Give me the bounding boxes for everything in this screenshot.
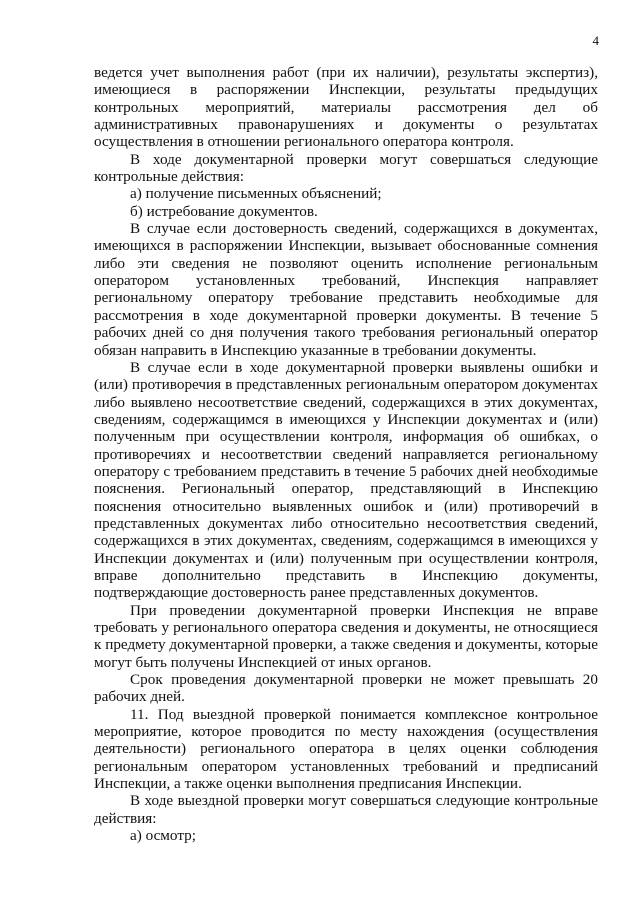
list-item-document-request: б) истребование документов.: [130, 202, 318, 220]
paragraph-check-duration: Срок проведения документарной проверки не может превышать 20 рабочих дней.: [94, 671, 598, 706]
document-body: [94, 64, 598, 844]
paragraph-errors-and-contradictions: В случае если в ходе документарной проверки выявлены ошибки и (или) противоречия в представленных региональным оператором документах либо выявлено несоответствие сведений, содержащихся в этих документах, сведениям, содержащимся в имеющихся у Инспекции документах и (или) полученным при осуществлении контроля, информация об ошибках, о противоречиях и несоответствии сведений направляется региональному оператору с требованием представить в течение 5 рабочих дней необходимые пояснения. Региональный оператор, представляющий в Инспекцию пояснения относительно выявленных ошибок и (или) противоречий в представленных документах либо относительно несоответствия сведений, содержащихся в этих документах, сведениям, содержащимся в имеющихся у Инспекции документах и (или) полученным при осуществлении контроля, вправе дополнительно представить в Инспекцию документы, подтверждающие достоверность ранее представленных документов.: [94, 358, 598, 602]
paragraph-on-site-actions-intro: В ходе выездной проверки могут совершаться следующие контрольные действия:: [94, 792, 598, 827]
list-item-inspection: а) осмотр;: [130, 827, 196, 845]
paragraph-doc-check-actions-intro: В ходе документарной проверки могут совершаться следующие контрольные действия:: [94, 150, 598, 186]
page-number: 4: [592, 33, 599, 48]
paragraph-doubtful-information: В случае если достоверность сведений, содержащихся в документах, имеющихся в распоряжении Инспекции, вызывает обоснованные сомнения либо эти сведения не позволяют оценить исполнение региональным оператором установленных требований, Инспекция направляет региональному оператору требование представить необходимые для рассмотрения в ходе документарной проверки документы. В течение 5 рабочих дней со дня получения такого требования региональный оператор обязан направить в Инспекцию указанные в требовании документы.: [94, 220, 598, 359]
paragraph-on-site-inspection-definition: 11. Под выездной проверкой понимается комплексное контрольное мероприятие, которое проводится по месту нахождения (осуществления деятельности) регионального оператора в целях оценки соблюдения региональным оператором установленных требований и предписаний Инспекции, а также оценки выполнения предписания Инспекции.: [94, 705, 598, 793]
paragraph-restrictions: При проведении документарной проверки Инспекция не вправе требовать у регионального оператора сведения и документы, не относящиеся к предмету документарной проверки, а также сведения и документы, которые могут быть получены Инспекцией от иных органов.: [94, 601, 598, 671]
paragraph-continuation: ведется учет выполнения работ (при их наличии), результаты экспертиз), имеющиеся в распоряжении Инспекции, результаты предыдущих контрольных мероприятий, материалы рассмотрения дел об административных правонарушениях и документы о результатах осуществления в отношении регионального оператора контроля.: [94, 64, 598, 151]
list-item-written-explanations: а) получение письменных объяснений;: [130, 185, 382, 203]
